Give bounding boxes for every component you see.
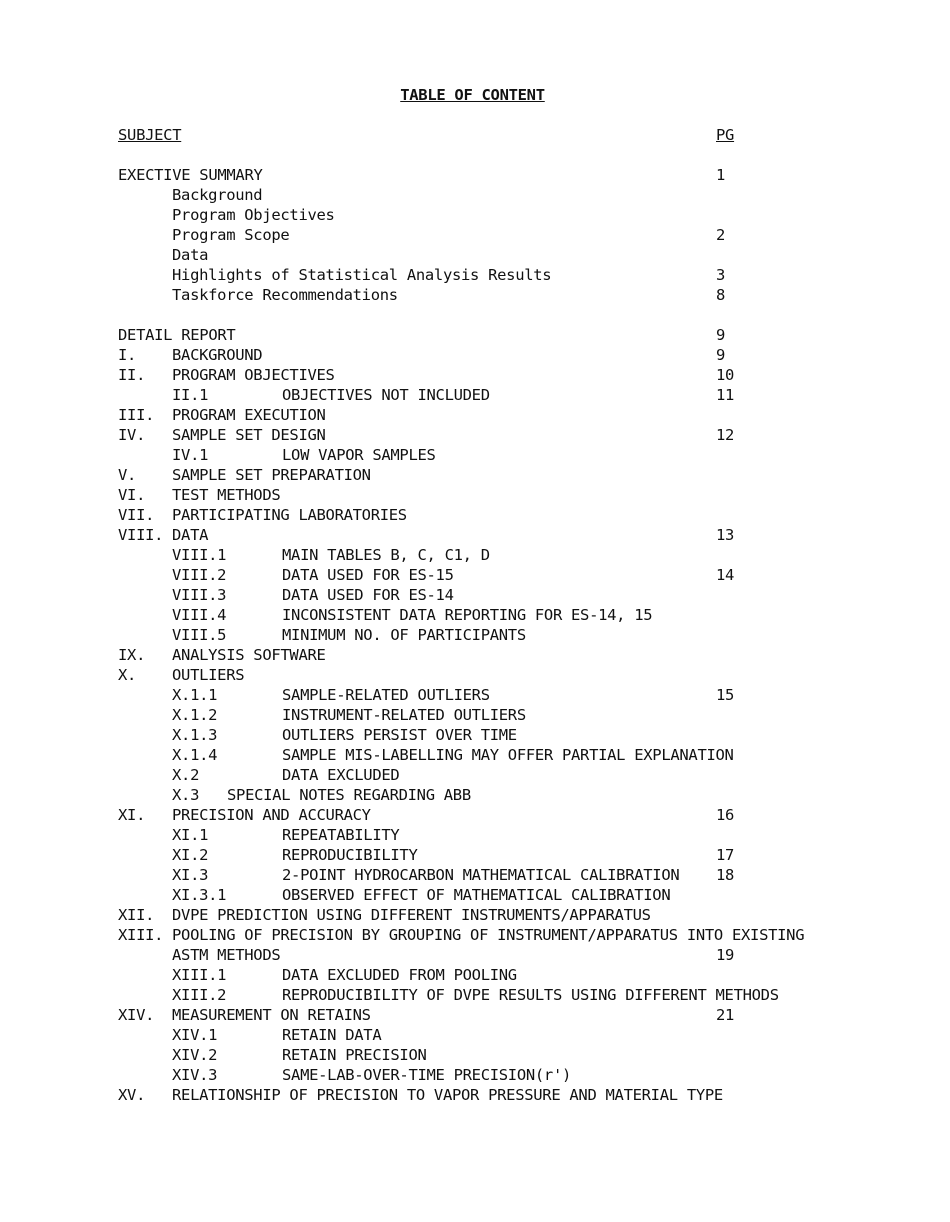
toc-entry[interactable] <box>118 465 838 485</box>
toc-entry-number: XI.1 <box>172 826 209 844</box>
toc-entry-number: XIII.1 <box>172 966 227 984</box>
toc-entry-title: MAIN TABLES B, C, C1, D <box>282 546 490 564</box>
toc-entry-title: SAME-LAB-OVER-TIME PRECISION(r') <box>282 1066 572 1084</box>
toc-entry-page-number: 3 <box>716 266 726 284</box>
toc-entry-number: XI.2 <box>172 846 209 864</box>
toc-entry-title: Highlights of Statistical Analysis Results <box>172 266 552 284</box>
toc-entry[interactable] <box>118 245 838 265</box>
toc-entry-title: OUTLIERS PERSIST OVER TIME <box>282 726 517 744</box>
toc-entry[interactable] <box>118 345 838 365</box>
toc-entry-page-number: 13 <box>716 526 735 544</box>
toc-entry[interactable] <box>118 365 838 385</box>
toc-entry[interactable] <box>118 825 838 845</box>
toc-entry[interactable] <box>118 685 838 705</box>
toc-entry-title: PROGRAM OBJECTIVES <box>172 366 335 384</box>
toc-entry-page-number: 9 <box>716 326 726 344</box>
toc-entry[interactable] <box>118 865 838 885</box>
toc-entry-title: OBSERVED EFFECT OF MATHEMATICAL CALIBRATION <box>282 886 671 904</box>
toc-entry-number: XIV.1 <box>172 1026 218 1044</box>
toc-entry-title: SAMPLE MIS-LABELLING MAY OFFER PARTIAL EXPLANATION <box>282 746 734 764</box>
toc-entry-number: XII. <box>118 906 155 924</box>
toc-entry-title: Program Objectives <box>172 206 335 224</box>
toc-entry-title: DVPE PREDICTION USING DIFFERENT INSTRUMENTS/APPARATUS <box>172 906 651 924</box>
toc-entry-number: VIII.4 <box>172 606 227 624</box>
toc-entry-title: PRECISION AND ACCURACY <box>172 806 371 824</box>
toc-entry-page-number: 8 <box>716 286 726 304</box>
toc-entry[interactable] <box>118 905 838 925</box>
toc-entry-number: XI.3 <box>172 866 209 884</box>
toc-entry-page-number: 19 <box>716 946 735 964</box>
toc-entry-title: DETAIL REPORT <box>118 326 236 344</box>
toc-entry[interactable] <box>118 285 838 305</box>
toc-entry-title: SPECIAL NOTES REGARDING ABB <box>227 786 471 804</box>
toc-entry-title: REPRODUCIBILITY <box>282 846 418 864</box>
toc-entry-number: V. <box>118 466 137 484</box>
toc-entry-page-number: 10 <box>716 366 735 384</box>
toc-entry[interactable] <box>118 1085 838 1105</box>
toc-entry[interactable] <box>118 1045 838 1065</box>
toc-entry-page-number: 16 <box>716 806 735 824</box>
toc-entry-number: IX. <box>118 646 146 664</box>
toc-entry-page-number: 15 <box>716 686 735 704</box>
toc-entry[interactable] <box>118 1065 838 1085</box>
toc-entry-title: LOW VAPOR SAMPLES <box>282 446 436 464</box>
toc-entry[interactable] <box>118 225 838 245</box>
toc-entry-number: X.1.1 <box>172 686 218 704</box>
toc-entry-title: MINIMUM NO. OF PARTICIPANTS <box>282 626 526 644</box>
toc-entry-number: X.2 <box>172 766 200 784</box>
toc-entry-title: Program Scope <box>172 226 290 244</box>
toc-entry-number: XIII.2 <box>172 986 227 1004</box>
toc-entry-title: INSTRUMENT-RELATED OUTLIERS <box>282 706 526 724</box>
toc-entry[interactable] <box>118 425 838 445</box>
toc-entry-title: DATA <box>172 526 209 544</box>
toc-entry[interactable] <box>118 845 838 865</box>
toc-entry-number: XIV. <box>118 1006 155 1024</box>
page-title: TABLE OF CONTENT <box>400 86 545 104</box>
toc-entry[interactable] <box>118 745 838 765</box>
toc-entry-number: X.1.4 <box>172 746 218 764</box>
toc-entry-number: IV.1 <box>172 446 209 464</box>
toc-entry[interactable] <box>118 625 838 645</box>
toc-entry-page-number: 1 <box>716 166 726 184</box>
toc-entry[interactable] <box>118 505 838 525</box>
toc-entry-page-number: 17 <box>716 846 735 864</box>
toc-entry-number: XV. <box>118 1086 146 1104</box>
toc-entry-number: X.3 <box>172 786 200 804</box>
toc-entry[interactable] <box>118 985 838 1005</box>
toc-entry-title: SAMPLE SET PREPARATION <box>172 466 371 484</box>
toc-entry-title: DATA EXCLUDED FROM POOLING <box>282 966 517 984</box>
toc-entry-title: TEST METHODS <box>172 486 281 504</box>
toc-entry-title: RELATIONSHIP OF PRECISION TO VAPOR PRESSURE AND MATERIAL TYPE <box>172 1086 723 1104</box>
toc-entry[interactable] <box>118 805 838 825</box>
toc-entry[interactable] <box>118 205 838 225</box>
toc-entry[interactable] <box>118 585 838 605</box>
toc-entry[interactable] <box>118 965 838 985</box>
toc-entry[interactable] <box>118 885 838 905</box>
toc-entry-title: PROGRAM EXECUTION <box>172 406 326 424</box>
toc-entry[interactable] <box>118 325 838 345</box>
toc-entry-number: III. <box>118 406 155 424</box>
toc-entry[interactable] <box>118 945 838 965</box>
subject-column-header: SUBJECT <box>118 126 182 144</box>
toc-entry-number: VIII.3 <box>172 586 227 604</box>
toc-entry-number: X.1.2 <box>172 706 218 724</box>
toc-entry-page-number: 12 <box>716 426 735 444</box>
toc-entry-title: POOLING OF PRECISION BY GROUPING OF INSTRUMENT/APPARATUS INTO EXISTING <box>172 926 805 944</box>
toc-entry-page-number: 9 <box>716 346 726 364</box>
toc-entry-title: ANALYSIS SOFTWARE <box>172 646 326 664</box>
toc-entry[interactable] <box>118 185 838 205</box>
toc-entry-title: INCONSISTENT DATA REPORTING FOR ES-14, 15 <box>282 606 653 624</box>
toc-entry-title: REPRODUCIBILITY OF DVPE RESULTS USING DIFFERENT METHODS <box>282 986 779 1004</box>
toc-entry-number: VIII.1 <box>172 546 227 564</box>
toc-entry[interactable] <box>118 445 838 465</box>
toc-entry-page-number: 21 <box>716 1006 735 1024</box>
toc-entry-title: EXECTIVE SUMMARY <box>118 166 263 184</box>
toc-entry-number: VIII.2 <box>172 566 227 584</box>
toc-entry-title: 2-POINT HYDROCARBON MATHEMATICAL CALIBRATION <box>282 866 680 884</box>
toc-entry-title: RETAIN PRECISION <box>282 1046 427 1064</box>
section-spacer <box>118 305 838 325</box>
toc-entry-number: XIV.2 <box>172 1046 218 1064</box>
toc-entry[interactable] <box>118 385 838 405</box>
toc-entry-number: XI. <box>118 806 146 824</box>
page-column-header: PG <box>716 126 735 144</box>
toc-entry-number: X.1.3 <box>172 726 218 744</box>
toc-entry-title: Taskforce Recommendations <box>172 286 398 304</box>
toc-entry-title: MEASUREMENT ON RETAINS <box>172 1006 371 1024</box>
toc-entry-title: SAMPLE SET DESIGN <box>172 426 326 444</box>
toc-entry[interactable] <box>118 665 838 685</box>
toc-entry[interactable] <box>118 1025 838 1045</box>
table-of-contents <box>118 165 838 1105</box>
toc-entry-title: ASTM METHODS <box>172 946 281 964</box>
toc-entry-number: I. <box>118 346 137 364</box>
toc-entry-page-number: 14 <box>716 566 735 584</box>
toc-entry[interactable] <box>118 405 838 425</box>
toc-entry[interactable] <box>118 725 838 745</box>
toc-entry[interactable] <box>118 165 838 185</box>
toc-entry-page-number: 11 <box>716 386 735 404</box>
toc-entry-title: SAMPLE-RELATED OUTLIERS <box>282 686 490 704</box>
toc-entry-number: II. <box>118 366 146 384</box>
toc-entry-title: OUTLIERS <box>172 666 245 684</box>
toc-entry-title: Data <box>172 246 209 264</box>
toc-entry-number: XIII. <box>118 926 164 944</box>
toc-entry-title: BACKGROUND <box>172 346 263 364</box>
toc-entry[interactable] <box>118 705 838 725</box>
toc-entry-number: XI.3.1 <box>172 886 227 904</box>
toc-entry-number: X. <box>118 666 137 684</box>
toc-entry-title: DATA EXCLUDED <box>282 766 400 784</box>
toc-entry[interactable] <box>118 265 838 285</box>
toc-entry-number: VIII. <box>118 526 164 544</box>
toc-entry-number: II.1 <box>172 386 209 404</box>
toc-entry[interactable] <box>118 525 838 545</box>
toc-entry-number: VIII.5 <box>172 626 227 644</box>
toc-entry[interactable] <box>118 545 838 565</box>
toc-entry[interactable] <box>118 565 838 585</box>
toc-entry-number: VII. <box>118 506 155 524</box>
toc-entry-title: Background <box>172 186 263 204</box>
toc-entry-title: OBJECTIVES NOT INCLUDED <box>282 386 490 404</box>
toc-entry-title: DATA USED FOR ES-14 <box>282 586 454 604</box>
toc-entry-title: RETAIN DATA <box>282 1026 382 1044</box>
toc-entry[interactable] <box>118 485 838 505</box>
toc-entry-page-number: 18 <box>716 866 735 884</box>
toc-entry-number: IV. <box>118 426 146 444</box>
toc-entry[interactable] <box>118 645 838 665</box>
toc-entry-title: REPEATABILITY <box>282 826 400 844</box>
toc-entry[interactable] <box>118 925 838 945</box>
toc-entry-title: DATA USED FOR ES-15 <box>282 566 454 584</box>
toc-entry-number: XIV.3 <box>172 1066 218 1084</box>
toc-entry[interactable] <box>118 1005 838 1025</box>
toc-entry[interactable] <box>118 785 838 805</box>
toc-entry-number: VI. <box>118 486 146 504</box>
toc-entry-title: PARTICIPATING LABORATORIES <box>172 506 407 524</box>
toc-entry[interactable] <box>118 765 838 785</box>
toc-entry[interactable] <box>118 605 838 625</box>
toc-entry-page-number: 2 <box>716 226 726 244</box>
